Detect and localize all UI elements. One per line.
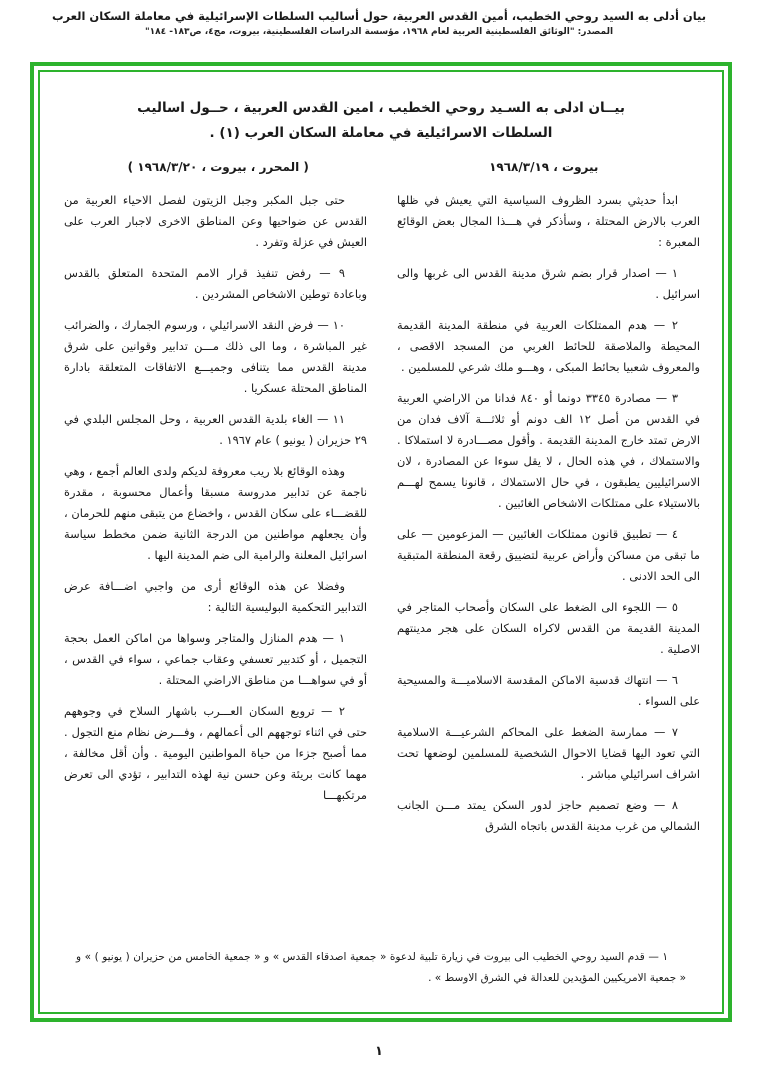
paragraph: ٢ — هدم الممتلكات العربية في منطقة المدينة القديمة المحيطة والملاصقة للحائط الغربي من المسجد الاقصى ، والمعروف شعبيا بحائط المبكى ، وهـــو ملك شرعي للمسلمين . — [397, 317, 700, 374]
page-header-source: المصدر: "الوثائق الفلسطينية العربية لعام ١٩٦٨، مؤسسة الدراسات الفلسطينية، بيروت، مج٤، ص١٨٣- ١٨٤" — [144, 27, 614, 38]
paragraph: ٩ — رفض تنفيذ قرار الامم المتحدة المتعلق بالقدس وباعادة توطين الاشخاص المشردين . — [64, 265, 367, 301]
page-header — [0, 0, 758, 37]
paragraph: ٢ — ترويع السكان العـــرب باشهار السلاح في وجوههم حتى في اثناء توجههم الى أعمالهم ، وفـــرض نظام منع التجول . مما أصبح جزءا من حياة المواطنين اليومية . وأن أقل مخالفة ، مهما كانت بريئة وعن حسن نية لهذه التدابير ، تؤدي الى تعرض مرتكبهـــا — [64, 703, 367, 802]
document-frame-inner — [38, 70, 724, 1014]
column-right — [397, 190, 700, 847]
paragraph: ٣ — مصادرة ٣٣٤٥ دونما أو ٨٤٠ فدانا من الاراضي العربية في القدس من أصل ١٢ الف دونم أو ثلاثـــة آلاف فدان من الارض تمتد خارج المدينة القديمة . وأقول مصـــادرة لا استملاكا . والاستملاك ، في هذه الحال ، لا يقل سوءا عن المصادرة ، لان الاسرائيليين يطبقون ، في حال الاستملاك ، قانونا يسمح لهـــم بالاستيلاء على ممتلكات الاشخاص الغائبين . — [397, 390, 700, 510]
document-frame — [30, 62, 732, 1022]
document-title-line1: بيــان ادلى به السـيد روحي الخطيب ، امين القدس العربية ، حــول اساليب — [137, 100, 625, 116]
paragraph: ابدأ حديثي بسرد الظروف السياسية التي يعيش في ظلها العرب بالارض المحتلة ، وسأذكر في هـــذا المجال بعض الوقائع المعبرة : — [397, 192, 700, 249]
footnote-text: ١ — قدم السيد روحي الخطيب الى بيروت في زيارة تلبية لدعوة « جمعية اصدقاء القدس » و « جمعية الخامس من حزيران ( يونيو ) » و « جمعية الامريكيين المؤيدين للعدالة في الشرق الاوسط » . — [76, 951, 686, 984]
paragraph: وفضلا عن هذه الوقائع أرى من واجبي اضـــافة عرض التدابير التحكمية البوليسية التالية : — [64, 578, 367, 614]
page-number: ١ — [375, 1044, 383, 1059]
paragraph: ٨ — وضع تصميم حاجز لدور السكن يمتد مـــن الجانب الشمالي من غرب مدينة القدس باتجاه الشرق — [397, 797, 700, 833]
dateline-right: بيروت ، ١٩٦٨/٣/١٩ — [489, 159, 599, 174]
document-title-line2: السلطات الاسرائيلية في معاملة السكان العرب (١) . — [209, 124, 553, 141]
paragraph: ٥ — اللجوء الى الضغط على السكان وأصحاب المتاجر في المدينة القديمة من القدس لاكراه السكان على هجر مدينتهم الاصلية . — [397, 599, 700, 656]
column-left — [64, 190, 367, 847]
paragraph: ١ — اصدار قرار بضم شرق مدينة القدس الى غربها والى اسرائيل . — [397, 265, 700, 301]
paragraph: ١٠ — فرض النقد الاسرائيلي ، ورسوم الجمارك ، والضرائب غير المباشرة ، وما الى ذلك مـــن تدابير وقوانين على شرق مدينة القدس مما يتنافى وجميـــع الاتفاقات المتعلقة بادارة المناطق المحتلة عسكريا . — [64, 317, 367, 395]
paragraph: ٤ — تطبيق قانون ممتلكات الغائبين — المزعومين — على ما تبقى من مساكن وأراض عربية لتضييق رقعة المنطقة المتبقية الى الحد الادنى . — [397, 526, 700, 583]
page-header-title: بيان أدلى به السيد روحي الخطيب، أمين القدس العربية، حول أساليب السلطات الإسرائيلية في معاملة السكان العرب — [51, 9, 707, 23]
paragraph: ١ — هدم المنازل والمتاجر وسواها من اماكن العمل بحجة التجميل ، أو كتدبير تعسفي وعقاب جماعي ، سواء في القدس ، أو في سواهـــا من مناطق الاراضي المحتلة . — [64, 630, 367, 687]
dateline-left: ( المحرر ، بيروت ، ١٩٦٨/٣/٢٠ ) — [127, 159, 309, 174]
document-title — [70, 96, 692, 146]
text-columns — [62, 190, 700, 847]
footnote — [62, 947, 700, 988]
paragraph: ١١ — الغاء بلدية القدس العربية ، وحل المجلس البلدي في ٢٩ حزيران ( يونيو ) عام ١٩٦٧ . — [64, 411, 367, 447]
paragraph: ٧ — ممارسة الضغط على المحاكم الشرعيـــة الاسلامية التي تعود اليها قضايا الاحوال الشخصية للمسلمين لوضعها تحت اشراف اسرائيلي مباشر . — [397, 724, 700, 781]
paragraph: حتى جبل المكبر وجبل الزيتون لفصل الاحياء العربية من القدس عن ضواحيها وعن المناطق الاخرى لاجبار العرب على العيش في عزلة وتفرد . — [64, 192, 367, 249]
paragraph: ٦ — انتهاك قدسية الاماكن المقدسة الاسلاميـــة والمسيحية على السواء . — [397, 672, 700, 708]
paragraph: وهذه الوقائع بلا ريب معروفة لديكم ولدى العالم أجمع ، وهي ناجمة عن تدابير مدروسة مسبقا وأعمال محسوبة ، مقدرة للقضـــاء على سكان القدس ، واخضاع من يتبقى منهم للحرمان ، وأن يجعلهم مواطنين من الدرجة الثانية ضمن مخطط سياسة اسرائيل المعلنة والرامية الى ضم المدينة اليها . — [64, 463, 367, 562]
dateline-row — [68, 160, 694, 174]
